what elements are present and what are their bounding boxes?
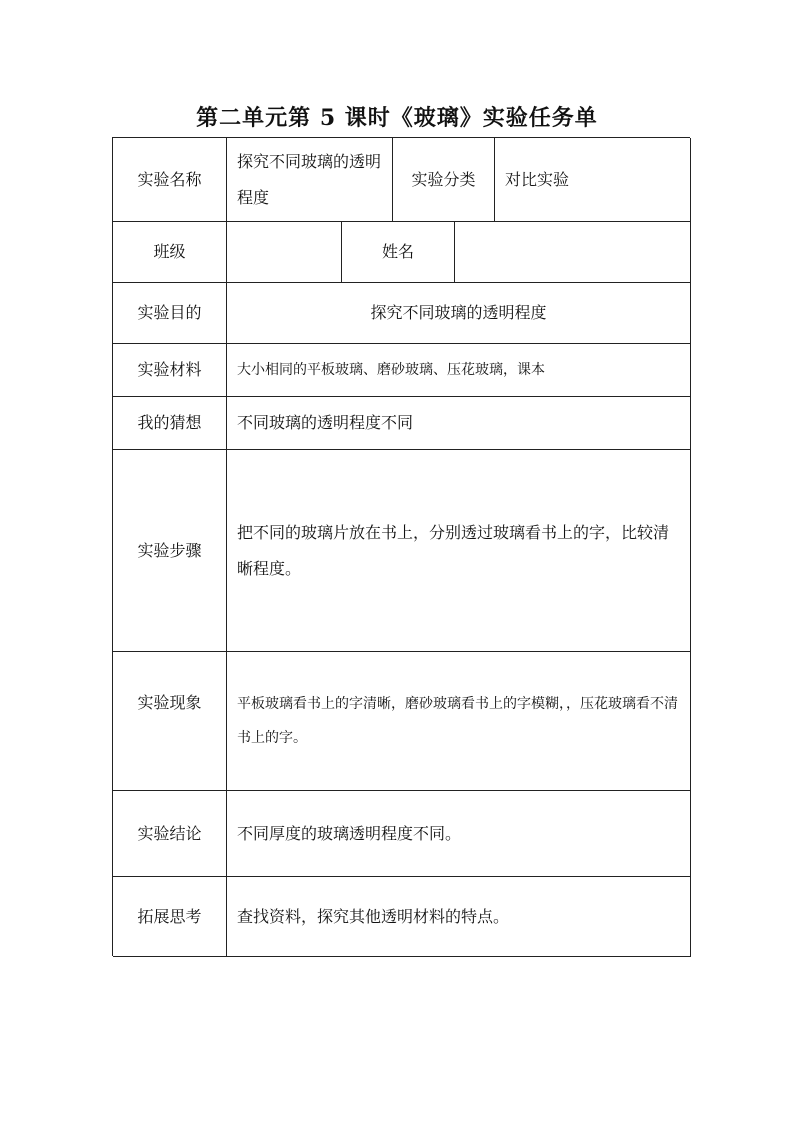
purpose-label: 实验目的 [137,303,202,322]
guess-label: 我的猜想 [137,413,202,432]
name-value-cell [227,138,393,222]
phenomenon-value-cell [227,652,691,791]
class-label: 班级 [153,242,186,261]
name-label: 实验名称 [137,169,202,189]
phenomenon-value: 平板玻璃看书上的字清晰，磨砂玻璃看书上的字模糊，，压花玻璃看不清书上的字。 [237,696,678,746]
phenomenon-label-cell [113,652,227,791]
guess-value: 不同玻璃的透明程度不同 [237,413,414,432]
conclusion-label-cell [113,791,227,877]
extension-label: 拓展思考 [137,906,202,926]
steps-value-cell [227,450,691,652]
purpose-label-cell [113,283,227,344]
student-label: 姓名 [381,242,414,261]
phenomenon-label: 实验现象 [137,693,202,712]
category-value-cell [495,138,691,222]
category-label: 实验分类 [411,169,476,189]
materials-label-cell [113,344,227,397]
materials-label: 实验材料 [137,360,202,379]
guess-value-cell [227,397,691,450]
conclusion-label: 实验结论 [137,823,202,843]
name-value: 探究不同玻璃的透明程度 [237,151,382,207]
conclusion-value: 不同厚度的玻璃透明程度不同。 [237,823,462,843]
steps-value: 把不同的玻璃片放在书上，分别透过玻璃看书上的字，比较清晰程度。 [237,522,670,578]
class-value-cell[interactable] [227,222,342,283]
class-label-cell [113,222,227,283]
task-table [112,137,690,956]
extension-value-cell [227,877,691,957]
purpose-value-cell [227,283,691,344]
student-value-cell[interactable] [455,222,691,283]
steps-label-cell [113,450,227,652]
name-label-cell [113,138,227,222]
page-title: 第二单元第 5 课时《玻璃》实验任务单 [196,105,598,131]
extension-value: 查找资料，探究其他透明材料的特点。 [237,906,510,926]
purpose-value: 探究不同玻璃的透明程度 [370,303,547,322]
steps-label: 实验步骤 [137,540,202,560]
guess-label-cell [113,397,227,450]
conclusion-value-cell [227,791,691,877]
category-label-cell [393,138,495,222]
extension-label-cell [113,877,227,957]
student-label-cell [342,222,455,283]
materials-value-cell [227,344,691,397]
materials-value: 大小相同的平板玻璃、磨砂玻璃、压花玻璃，课本 [237,362,545,378]
category-value: 对比实验 [505,169,570,189]
